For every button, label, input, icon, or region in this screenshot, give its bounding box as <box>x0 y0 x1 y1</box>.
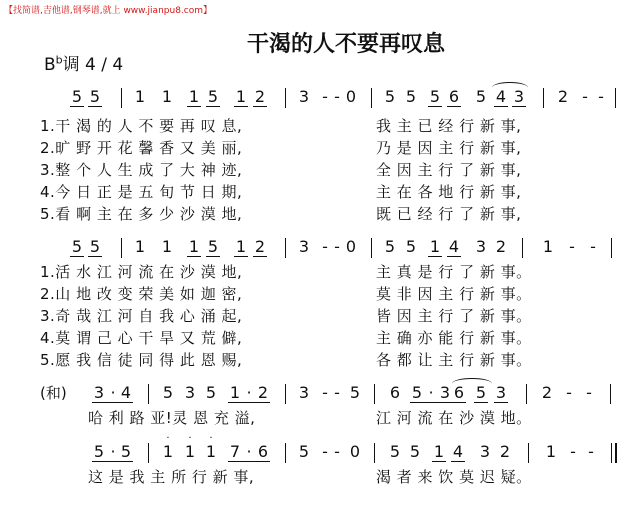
note: 3 <box>298 237 310 256</box>
note: 5 <box>475 383 487 402</box>
barline <box>528 443 529 463</box>
note: 3 <box>513 87 525 106</box>
note: 1 <box>162 442 174 461</box>
key-base: B <box>44 55 56 75</box>
barline <box>148 384 149 404</box>
note: 5 <box>384 87 396 106</box>
note: 5 <box>120 442 132 461</box>
barline <box>285 443 286 463</box>
note: 6 <box>389 383 401 402</box>
note: 1 <box>188 87 200 106</box>
note: · <box>242 384 256 403</box>
octave-dot: · <box>209 433 213 444</box>
lyric-line: 3.整 个 人 生 成 了 大 神 迹, <box>40 161 243 179</box>
note: 2 <box>254 87 266 106</box>
note: · <box>106 443 120 462</box>
note: 2 <box>557 87 569 106</box>
lyric-line: 全 因 主 行 了 新 事, <box>376 161 522 179</box>
barline <box>285 238 286 258</box>
note: 5 <box>71 237 83 256</box>
note: 5 <box>298 442 310 461</box>
note: 0 <box>345 87 357 106</box>
key-meter: 调 4 / 4 <box>62 55 124 75</box>
note: 3 <box>475 237 487 256</box>
barline <box>526 384 527 404</box>
note: 1 <box>161 237 173 256</box>
note: 5 <box>162 383 174 402</box>
note: 5 <box>71 87 83 106</box>
note: 5 <box>93 442 105 461</box>
note: 6 <box>453 383 465 402</box>
note: 5 <box>405 87 417 106</box>
note: - <box>566 383 572 402</box>
note: 7 <box>229 442 241 461</box>
barline <box>285 384 286 404</box>
lyric-line: 我 主 已 经 行 新 事, <box>376 117 522 135</box>
lyric-line: 4.莫 谓 己 心 干 旱 又 荒 僻, <box>40 329 243 347</box>
barline <box>285 88 286 108</box>
lyric-line: 5.愿 我 信 徒 同 得 此 恩 赐, <box>40 351 243 369</box>
note: - <box>598 87 604 106</box>
note: 5 <box>475 87 487 106</box>
barline <box>121 238 122 258</box>
note: · <box>242 443 256 462</box>
note: 1 <box>205 442 217 461</box>
barline <box>374 384 375 404</box>
note: 1 <box>235 87 247 106</box>
note: 5 <box>405 237 417 256</box>
note: 1 <box>542 237 554 256</box>
note: 3 <box>93 383 105 402</box>
note: - <box>334 87 340 106</box>
note: 0 <box>349 442 361 461</box>
octave-dot: · <box>166 433 170 444</box>
note: 5 <box>205 383 217 402</box>
barline <box>615 88 616 108</box>
lyric-line: 莫 非 因 主 行 新 事。 <box>376 285 532 303</box>
note: 1 <box>134 87 146 106</box>
note: 2 <box>541 383 553 402</box>
barline <box>371 88 372 108</box>
lyric-line: 这 是 我 主 所 行 新 事, <box>88 468 255 486</box>
lyric-line: 江 河 流 在 沙 漠 地。 <box>376 409 532 427</box>
note: 6 <box>448 87 460 106</box>
note: 5 <box>411 383 423 402</box>
lyric-line: 1.活 水 江 河 流 在 沙 漠 地, <box>40 263 243 281</box>
note: 1 <box>134 237 146 256</box>
note: 5 <box>384 237 396 256</box>
note: 3 <box>298 383 310 402</box>
note: 1 <box>545 442 557 461</box>
note: 1 <box>235 237 247 256</box>
barline <box>374 443 375 463</box>
note: 4 <box>452 442 464 461</box>
lyric-line: 4.今 日 正 是 五 旬 节 日 期, <box>40 183 243 201</box>
note: 5 <box>89 87 101 106</box>
note: 2 <box>499 442 511 461</box>
note: 5 <box>207 237 219 256</box>
note: 1 <box>433 442 445 461</box>
lyric-line: 各 都 让 主 行 新 事。 <box>376 351 532 369</box>
barline <box>543 88 544 108</box>
note: 3 <box>439 383 451 402</box>
barline <box>121 88 122 108</box>
note: 2 <box>257 383 269 402</box>
lyric-line: 皆 因 主 行 了 新 事。 <box>376 307 532 325</box>
barline <box>611 238 612 258</box>
barline <box>610 384 611 404</box>
note: 3 <box>479 442 491 461</box>
note: - <box>334 237 340 256</box>
note: 5 <box>429 87 441 106</box>
note: 5 <box>389 442 401 461</box>
chorus-label: (和) <box>40 384 67 402</box>
note: 1 <box>429 237 441 256</box>
note: - <box>322 383 328 402</box>
barline <box>611 443 617 463</box>
note: 5 <box>89 237 101 256</box>
note: - <box>570 442 576 461</box>
note: 1 <box>188 237 200 256</box>
note: 5 <box>207 87 219 106</box>
barline <box>522 238 523 258</box>
note: 6 <box>257 442 269 461</box>
note: 4 <box>120 383 132 402</box>
note: 5 <box>349 383 361 402</box>
note: - <box>334 442 340 461</box>
lyric-line: 乃 是 因 主 行 新 事, <box>376 139 522 157</box>
note: - <box>586 383 592 402</box>
note: - <box>590 237 596 256</box>
note: - <box>582 87 588 106</box>
note: 2 <box>495 237 507 256</box>
lyric-line: 2.旷 野 开 花 馨 香 又 美 丽, <box>40 139 243 157</box>
note: - <box>322 87 328 106</box>
lyric-line: 既 已 经 行 了 新 事, <box>376 205 522 223</box>
lyric-line: 2.山 地 改 变 荣 美 如 迦 密, <box>40 285 243 303</box>
lyric-line: 5.看 啊 主 在 多 少 沙 漠 地, <box>40 205 243 223</box>
note: · <box>424 384 438 403</box>
tie-mark <box>452 378 492 389</box>
lyric-line: 渴 者 来 饮 莫 迟 疑。 <box>376 468 532 486</box>
site-banner[interactable]: 【找简谱,吉他谱,钢琴谱,就上 www.jianpu8.com】 <box>4 6 213 16</box>
note: 2 <box>254 237 266 256</box>
note: - <box>569 237 575 256</box>
lyric-line: 哈 利 路 亚!灵 恩 充 溢, <box>88 409 256 427</box>
lyric-line: 3.奇 哉 江 河 自 我 心 涌 起, <box>40 307 243 325</box>
lyric-line: 主 真 是 行 了 新 事。 <box>376 263 532 281</box>
note: 4 <box>448 237 460 256</box>
note: 3 <box>495 383 507 402</box>
note: 5 <box>409 442 421 461</box>
song-title: 干渴的人不要再叹息 <box>247 32 446 57</box>
note: - <box>322 442 328 461</box>
note: - <box>322 237 328 256</box>
barline <box>148 443 149 463</box>
barline <box>371 238 372 258</box>
lyric-line: 主 确 亦 能 行 新 事。 <box>376 329 532 347</box>
note: - <box>588 442 594 461</box>
tie-mark <box>492 82 528 93</box>
note: 1 <box>184 442 196 461</box>
note: 3 <box>298 87 310 106</box>
note: 0 <box>345 237 357 256</box>
lyric-line: 主 在 各 地 行 新 事, <box>376 183 522 201</box>
octave-dot: · <box>188 433 192 444</box>
lyric-line: 1.干 渴 的 人 不 要 再 叹 息, <box>40 117 243 135</box>
note: 3 <box>184 383 196 402</box>
note: 1 <box>161 87 173 106</box>
note: 4 <box>495 87 507 106</box>
key-flat: b <box>55 53 63 67</box>
note: - <box>334 383 340 402</box>
note: 1 <box>229 383 241 402</box>
note: · <box>106 384 120 403</box>
